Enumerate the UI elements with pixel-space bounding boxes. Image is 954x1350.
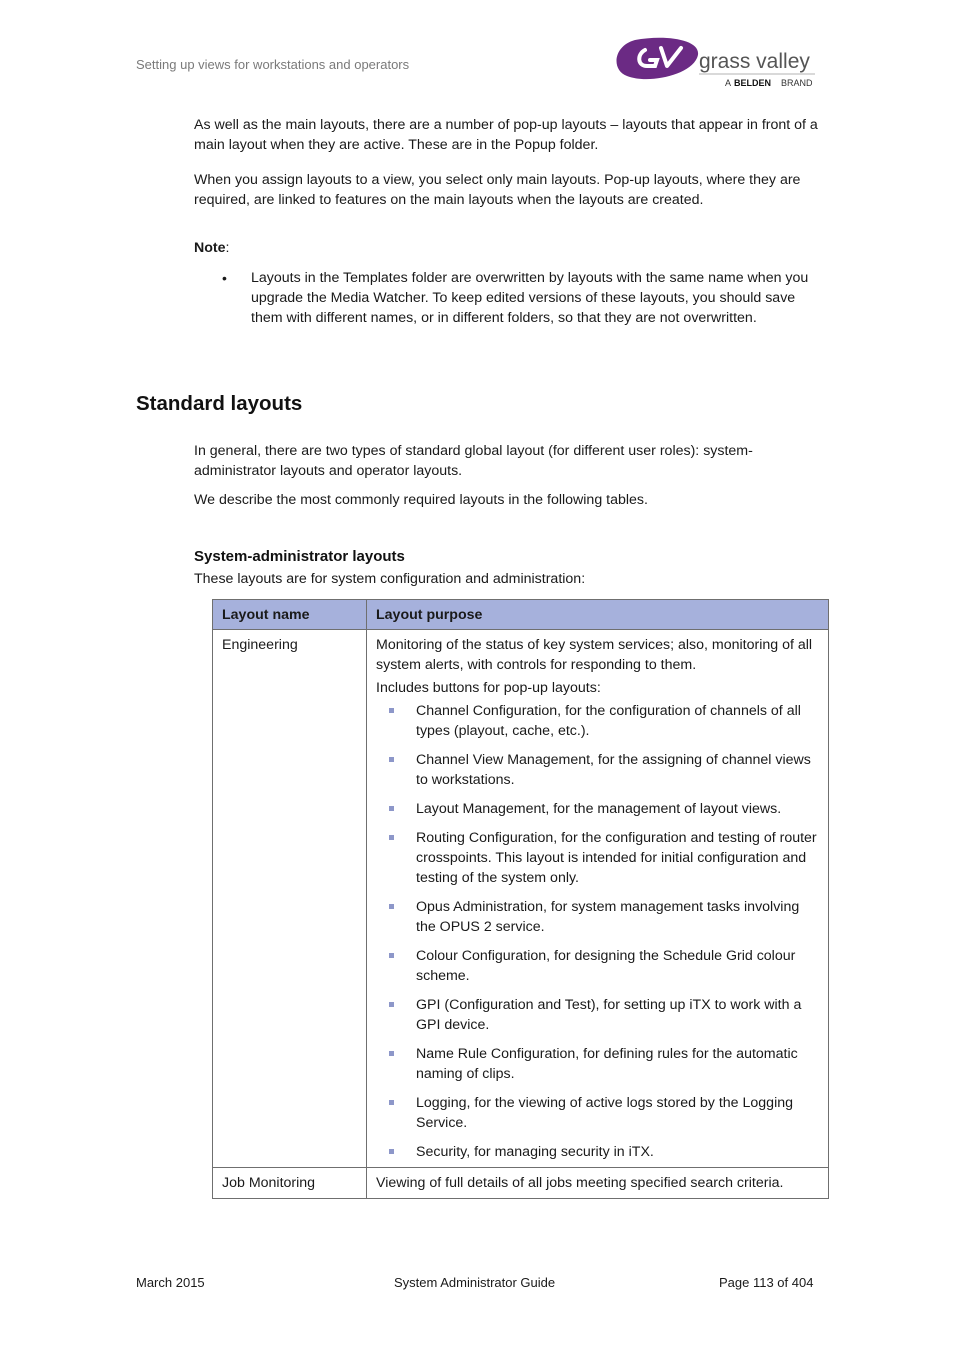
note-bullet-item	[222, 268, 822, 328]
note-label: Note:	[194, 240, 230, 256]
gv-logo-icon	[617, 38, 699, 79]
subsection-heading: System-administrator layouts	[194, 548, 405, 565]
square-bullet-icon	[376, 897, 416, 937]
popup-layout-list	[376, 701, 819, 1162]
layouts-table	[212, 599, 829, 1199]
square-bullet-icon	[376, 1142, 416, 1162]
layout-name-cell: Job Monitoring	[213, 1168, 367, 1199]
footer-title: System Administrator Guide	[394, 1275, 556, 1290]
logo-tagline-suffix: BRAND	[781, 78, 813, 88]
purpose-text: Monitoring of the status of key system services; also, monitoring of all system alerts, with controls for responding to them.	[376, 637, 813, 673]
square-bullet-icon	[376, 750, 416, 790]
logo-wordmark: grass valley	[699, 50, 810, 73]
table-row	[213, 630, 829, 1168]
list-item: Name Rule Configuration, for defining rules for the automatic naming of clips.	[376, 1044, 819, 1084]
square-bullet-icon	[376, 995, 416, 1035]
column-header-purpose: Layout purpose	[367, 600, 829, 630]
table-header-row	[213, 600, 829, 630]
footer-page-number: Page 113 of 404	[719, 1275, 814, 1290]
square-bullet-icon	[376, 701, 416, 741]
section-paragraph-1: In general, there are two types of standard global layout (for different user roles): system-administrator layouts and operator layouts.	[194, 443, 753, 479]
layout-purpose-cell	[367, 630, 829, 1168]
logo-tagline-brand: BELDEN	[734, 78, 772, 88]
section-heading: Standard layouts	[136, 392, 303, 415]
square-bullet-icon	[376, 1093, 416, 1133]
table-row	[213, 1168, 829, 1199]
list-item: Opus Administration, for system management tasks involving the OPUS 2 service.	[376, 897, 819, 937]
list-item: Channel View Management, for the assigning of channel views to workstations.	[376, 750, 819, 790]
column-header-name: Layout name	[213, 600, 367, 630]
list-item: GPI (Configuration and Test), for setting up iTX to work with a GPI device.	[376, 995, 819, 1035]
note-bullet-text: Layouts in the Templates folder are overwritten by layouts with the same name when you upgrade the Media Watcher. To keep edited versions of these layouts, you should save them with different names, or in different folders, so that they are not overwritten.	[251, 270, 809, 326]
list-item: Channel Configuration, for the configuration of channels of all types (playout, cache, etc.).	[376, 701, 819, 741]
intro-paragraph-1: As well as the main layouts, there are a number of pop-up layouts – layouts that appear in front of a main layout when they are active. These are in the Popup folder.	[194, 117, 818, 153]
list-item: Colour Configuration, for designing the Schedule Grid colour scheme.	[376, 946, 819, 986]
list-item: Routing Configuration, for the configuration and testing of router crosspoints. This layout is intended for initial configuration and testing of the system only.	[376, 828, 819, 888]
grass-valley-logo	[615, 36, 820, 92]
list-item: Security, for managing security in iTX.	[376, 1142, 819, 1162]
layout-purpose-cell: Viewing of full details of all jobs meeting specified search criteria.	[367, 1168, 829, 1199]
intro-paragraph-2: When you assign layouts to a view, you select only main layouts. Pop-up layouts, where they are required, are linked to features on the main layouts when the layouts are created.	[194, 172, 801, 208]
layout-name-cell: Engineering	[213, 630, 367, 1168]
square-bullet-icon	[376, 828, 416, 888]
logo-tagline-prefix: A	[725, 78, 732, 88]
square-bullet-icon	[376, 1044, 416, 1084]
square-bullet-icon	[376, 946, 416, 986]
bullet-icon: •	[222, 270, 227, 286]
running-header: Setting up views for workstations and operators	[136, 57, 410, 72]
square-bullet-icon	[376, 799, 416, 819]
subsection-intro: These layouts are for system configuration and administration:	[194, 571, 586, 587]
section-paragraph-2: We describe the most commonly required layouts in the following tables.	[194, 492, 648, 508]
list-item: Logging, for the viewing of active logs stored by the Logging Service.	[376, 1093, 819, 1133]
popup-intro-text: Includes buttons for pop-up layouts:	[376, 680, 601, 696]
footer-date: March 2015	[136, 1275, 205, 1290]
list-item: Layout Management, for the management of layout views.	[376, 799, 819, 819]
